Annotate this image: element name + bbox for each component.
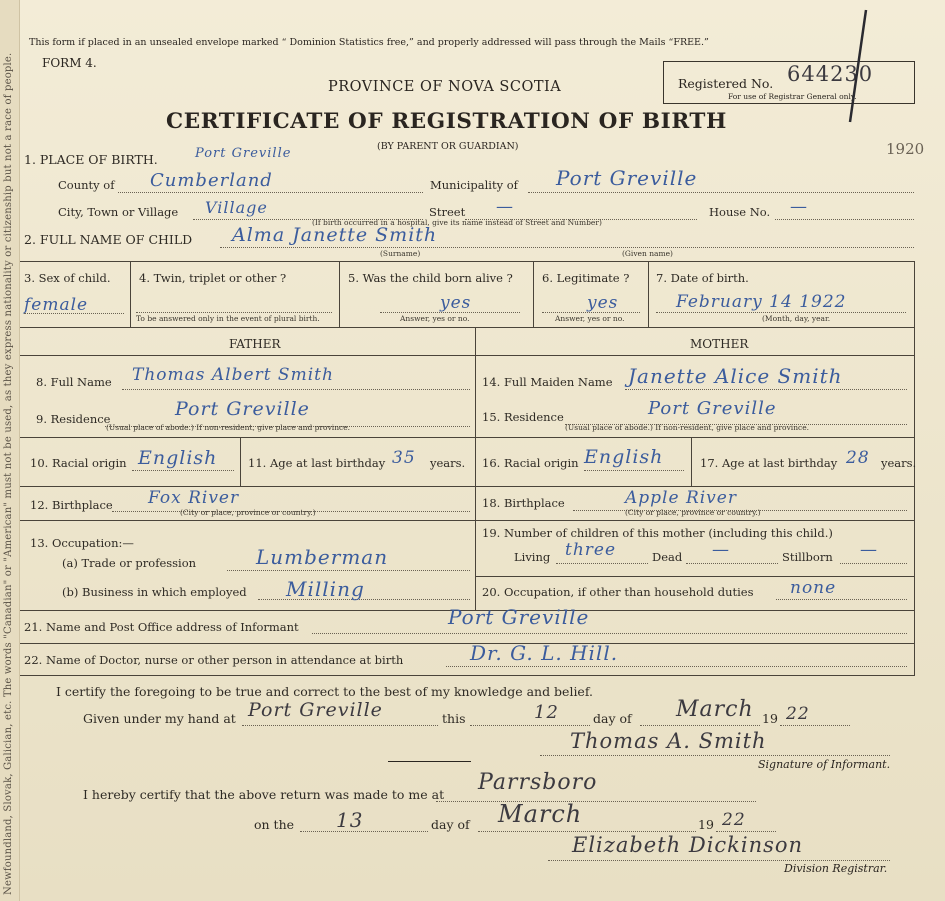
father-business-label: (b) Business in which employed bbox=[62, 585, 247, 599]
twin-label: 4. Twin, triplet or other ? bbox=[139, 271, 287, 285]
father-age-unit: years. bbox=[430, 456, 466, 470]
father-racial-label: 10. Racial origin bbox=[30, 456, 127, 470]
registrar-on-the-label: on the bbox=[254, 817, 295, 832]
given-day-value: 12 bbox=[534, 702, 559, 723]
mother-residence-note: (Usual place of abode.) If non-resident, give place and province. bbox=[565, 423, 810, 432]
registered-label: Registered No. bbox=[678, 76, 774, 91]
registered-number: 644230 bbox=[787, 62, 874, 86]
informant-signature-caption: Signature of Informant. bbox=[758, 758, 891, 771]
street-value: — bbox=[496, 197, 514, 217]
county-value: Cumberland bbox=[150, 170, 273, 191]
city-value: Village bbox=[205, 198, 268, 217]
father-trade-label: (a) Trade or profession bbox=[62, 556, 197, 570]
municipality-value: Port Greville bbox=[556, 166, 698, 190]
registrar-place-value: Parrsboro bbox=[478, 770, 598, 795]
father-racial-value: English bbox=[138, 447, 218, 469]
stillborn-value: — bbox=[860, 540, 878, 560]
mother-birthplace-label: 18. Birthplace bbox=[482, 496, 565, 510]
sex-value: female bbox=[24, 295, 89, 315]
father-birthplace-value: Fox River bbox=[148, 488, 240, 508]
mother-age-label: 17. Age at last birthday bbox=[700, 456, 838, 470]
registered-note: For use of Registrar General only. bbox=[728, 92, 857, 101]
certification-statement: I certify the foregoing to be true and correct to the best of my knowledge and belief. bbox=[56, 684, 593, 699]
hospital-note: (If birth occurred in a hospital, give its name instead of Street and Number) bbox=[312, 218, 602, 227]
street-label: Street bbox=[429, 205, 466, 219]
mother-age-value: 28 bbox=[846, 448, 870, 468]
dead-label: Dead bbox=[652, 550, 683, 564]
left-margin-strip bbox=[0, 0, 20, 901]
page-title: CERTIFICATE OF REGISTRATION OF BIRTH bbox=[166, 109, 727, 134]
stillborn-label: Stillborn bbox=[782, 550, 833, 564]
surname-note: (Surname) bbox=[380, 249, 421, 258]
county-label: County of bbox=[58, 178, 115, 192]
province-heading: PROVINCE OF NOVA SCOTIA bbox=[328, 79, 562, 95]
dob-label: 7. Date of birth. bbox=[656, 271, 749, 285]
mother-occupation-label: 20. Occupation, if other than household duties bbox=[482, 585, 754, 599]
legitimate-label: 6. Legitimate ? bbox=[542, 271, 630, 285]
father-residence-note: (Usual place of abode.) If non-resident, give place and province. bbox=[106, 423, 351, 432]
living-label: Living bbox=[514, 550, 551, 564]
mother-residence-label: 15. Residence bbox=[482, 410, 564, 424]
mother-children-label: 19. Number of children of this mother (including this child.) bbox=[482, 526, 833, 540]
living-value: three bbox=[565, 540, 617, 560]
child-name-value: Alma Janette Smith bbox=[232, 224, 438, 246]
corner-stamp: 1920 bbox=[886, 140, 925, 158]
alive-value: yes bbox=[440, 293, 472, 313]
father-birthplace-label: 12. Birthplace bbox=[30, 498, 113, 512]
father-name-label: 8. Full Name bbox=[36, 375, 112, 389]
registrar-month-value: March bbox=[498, 800, 583, 828]
mother-birthplace-note: (City or place, province or country.) bbox=[625, 508, 761, 517]
mother-name-label: 14. Full Maiden Name bbox=[482, 375, 613, 389]
registrar-day-of-label: day of bbox=[431, 817, 470, 832]
municipality-label: Municipality of bbox=[430, 178, 518, 192]
house-label: House No. bbox=[709, 205, 771, 219]
given-place-value: Port Greville bbox=[248, 699, 383, 721]
given-day-of-label: day of bbox=[593, 711, 632, 726]
doctor-value: Dr. G. L. Hill. bbox=[470, 641, 619, 665]
given-year-prefix: 19 bbox=[762, 711, 778, 726]
father-age-label: 11. Age at last birthday bbox=[248, 456, 386, 470]
child-name-label: 2. FULL NAME OF CHILD bbox=[24, 232, 193, 247]
registrar-day-value: 13 bbox=[336, 808, 364, 832]
place-of-birth-label: 1. PLACE OF BIRTH. bbox=[24, 152, 158, 167]
father-residence-label: 9. Residence bbox=[36, 412, 111, 426]
father-occupation-label: 13. Occupation:— bbox=[30, 536, 134, 550]
mother-racial-value: English bbox=[584, 446, 664, 468]
father-birthplace-note: (City or place, province or country.) bbox=[180, 508, 316, 517]
house-value: — bbox=[790, 197, 808, 217]
twin-note: To be answered only in the event of plural birth. bbox=[136, 314, 320, 323]
father-heading: FATHER bbox=[229, 337, 281, 351]
form-number: FORM 4. bbox=[42, 56, 97, 70]
city-label: City, Town or Village bbox=[58, 205, 179, 219]
registrar-caption: Division Registrar. bbox=[784, 862, 888, 875]
dob-value: February 14 1922 bbox=[676, 292, 847, 312]
mother-racial-label: 16. Racial origin bbox=[482, 456, 579, 470]
alive-note: Answer, yes or no. bbox=[400, 314, 470, 323]
dead-value: — bbox=[712, 540, 730, 560]
registrar-year-prefix: 19 bbox=[698, 817, 714, 832]
given-year-suffix: 22 bbox=[786, 704, 810, 724]
mother-name-value: Janette Alice Smith bbox=[628, 364, 843, 388]
father-business-value: Milling bbox=[286, 577, 365, 601]
legitimate-value: yes bbox=[587, 293, 619, 313]
sex-label: 3. Sex of child. bbox=[24, 271, 111, 285]
mother-occupation-value: none bbox=[790, 578, 837, 598]
mother-heading: MOTHER bbox=[690, 337, 749, 351]
father-age-value: 35 bbox=[392, 448, 416, 468]
mother-birthplace-value: Apple River bbox=[625, 488, 737, 508]
father-trade-value: Lumberman bbox=[256, 545, 389, 569]
side-margin-text: Newfoundland, Slovak, Galician, etc. The words "Canadian" or "American" must not be used, as they express nationality or citizenship but not a race of people. bbox=[3, 52, 14, 895]
informant-signature: Thomas A. Smith bbox=[570, 729, 767, 753]
registrar-signature: Elizabeth Dickinson bbox=[572, 833, 804, 857]
legitimate-note: Answer, yes or no. bbox=[555, 314, 625, 323]
place-of-birth-value: Port Greville bbox=[195, 146, 292, 161]
dob-note: (Month, day, year. bbox=[762, 314, 831, 323]
doctor-label: 22. Name of Doctor, nurse or other person in attendance at birth bbox=[24, 653, 404, 667]
registrar-year-suffix: 22 bbox=[722, 810, 746, 830]
ink-mark bbox=[846, 8, 872, 126]
given-month-value: March bbox=[676, 697, 754, 722]
father-name-value: Thomas Albert Smith bbox=[132, 365, 334, 385]
registrar-statement: I hereby certify that the above return was made to me at bbox=[83, 787, 445, 802]
subtitle: (BY PARENT OR GUARDIAN) bbox=[377, 141, 519, 152]
informant-value: Port Greville bbox=[448, 605, 590, 629]
given-name-note: (Given name) bbox=[622, 249, 673, 258]
given-under-label: Given under my hand at bbox=[83, 711, 236, 726]
informant-label: 21. Name and Post Office address of Informant bbox=[24, 620, 299, 634]
mail-notice: This form if placed in an unsealed envelope marked “ Dominion Statistics free,” and properly addressed will pass through the Mails “FREE.” bbox=[29, 37, 709, 48]
this-label: this bbox=[442, 711, 466, 726]
alive-label: 5. Was the child born alive ? bbox=[348, 271, 513, 285]
mother-age-unit: years. bbox=[881, 456, 917, 470]
father-residence-value: Port Greville bbox=[175, 398, 310, 420]
mother-residence-value: Port Greville bbox=[648, 398, 777, 419]
